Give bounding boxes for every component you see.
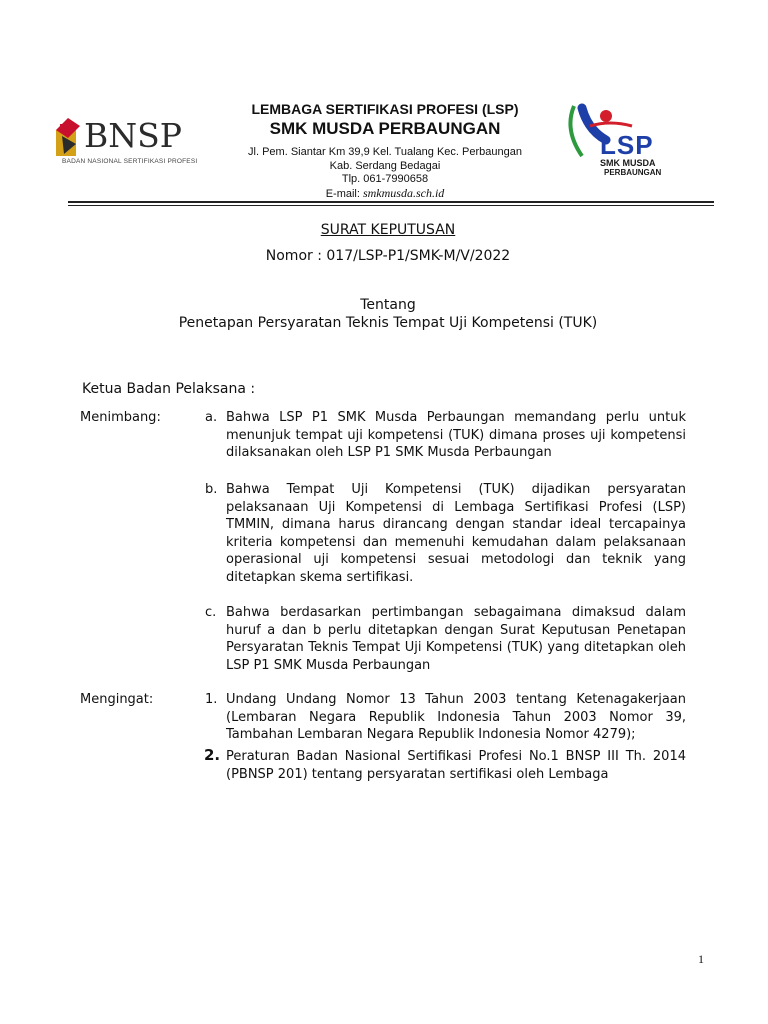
item-marker: a. bbox=[205, 410, 218, 425]
item-text: Peraturan Badan Nasional Sertifikasi Profesi No.1 BNSP III Th. 2014 (PBNSP 201) tentang persyaratan sertifikasi oleh Lembaga bbox=[226, 749, 686, 782]
item-text: Bahwa LSP P1 SMK Musda Perbaungan memandang perlu untuk menunjuk tempat uji kompetensi (TUK) dimana proses uji kompetensi dilaksanakan oleh LSP P1 SMK Musda Perbaungan bbox=[226, 410, 686, 460]
item-marker: 2. bbox=[204, 746, 221, 764]
email-label: E-mail: bbox=[325, 187, 363, 200]
address-line-2: Kab. Serdang Bedagai bbox=[329, 159, 441, 172]
menimbang-item-b bbox=[205, 481, 686, 586]
email-line bbox=[200, 187, 570, 202]
lsp-logo-text: LSP bbox=[600, 130, 654, 160]
bnsp-logo-text: BNSP bbox=[84, 116, 182, 155]
item-text: Bahwa Tempat Uji Kompetensi (TUK) dijadikan persyaratan pelaksanaan Uji Kompetensi di Lembaga Sertifikasi Profesi (LSP) TMMIN, dimana harus dirancang dengan standar ideal tercapainya kriteria kompetensi dan memenuhi kemudahan dalam pelaksanaan operasional uji kompetensi sesuai metodologi dan teknik yang ditetapkan skema sertifikasi. bbox=[226, 482, 686, 585]
item-marker: 1. bbox=[205, 692, 218, 707]
email-value[interactable]: smkmusda.sch.id bbox=[362, 185, 445, 200]
tentang-label: Tentang bbox=[360, 297, 416, 313]
title-block bbox=[0, 220, 768, 266]
mengingat-item-1 bbox=[205, 691, 686, 744]
document-number: Nomor : 017/LSP-P1/SMK-M/V/2022 bbox=[265, 248, 511, 264]
phone-number: Tlp. 061-7990658 bbox=[341, 173, 429, 185]
item-text: Bahwa berdasarkan pertimbangan sebagaimana dimaksud dalam huruf a dan b perlu ditetapkan dengan Surat Keputusan Penetapan Persyaratan Teknis Tempat Uji Kompetensi (TUK) yang ditetapkan oleh LSP P1 SMK Musda Perbaungan bbox=[226, 605, 686, 673]
bnsp-logo-subtitle: BADAN NASIONAL SERTIFIKASI PROFESI bbox=[62, 158, 198, 165]
page-number: 1 bbox=[698, 952, 704, 966]
item-text: Undang Undang Nomor 13 Tahun 2003 tentang Ketenagakerjaan (Lembaran Negara Republik Indonesia Tahun 2003 Nomor 39, Tambahan Lembaran Negara Republik Indonesia Nomor 4279); bbox=[226, 692, 686, 742]
bnsp-logo bbox=[54, 112, 198, 172]
org-line-1: LEMBAGA SERTIFIKASI PROFESI (LSP) bbox=[251, 101, 519, 117]
letterhead bbox=[200, 100, 570, 201]
menimbang-item-a bbox=[205, 409, 686, 462]
lsp-logo bbox=[560, 100, 680, 180]
org-line-2: SMK MUSDA PERBAUNGAN bbox=[269, 119, 501, 138]
subject-text: Penetapan Persyaratan Teknis Tempat Uji Kompetensi (TUK) bbox=[178, 315, 598, 331]
header-divider-thick bbox=[68, 201, 714, 203]
lsp-logo-line-2: PERBAUNGAN bbox=[604, 168, 662, 177]
subject-block bbox=[0, 296, 768, 332]
ketua-heading: Ketua Badan Pelaksana : bbox=[82, 381, 256, 397]
lsp-logo-line-1: SMK MUSDA bbox=[600, 158, 656, 168]
item-marker: c. bbox=[205, 605, 217, 620]
bnsp-emblem-icon bbox=[54, 114, 84, 158]
item-marker: b. bbox=[205, 482, 218, 497]
address-line-1: Jl. Pem. Siantar Km 39,9 Kel. Tualang Kec. Perbaungan bbox=[248, 146, 522, 158]
mengingat-item-2 bbox=[204, 746, 686, 783]
menimbang-item-c bbox=[205, 604, 686, 674]
menimbang-label: Menimbang: bbox=[80, 410, 161, 425]
document-heading: SURAT KEPUTUSAN bbox=[320, 222, 456, 238]
header-divider-thin bbox=[68, 205, 714, 206]
mengingat-label: Mengingat: bbox=[80, 692, 154, 707]
